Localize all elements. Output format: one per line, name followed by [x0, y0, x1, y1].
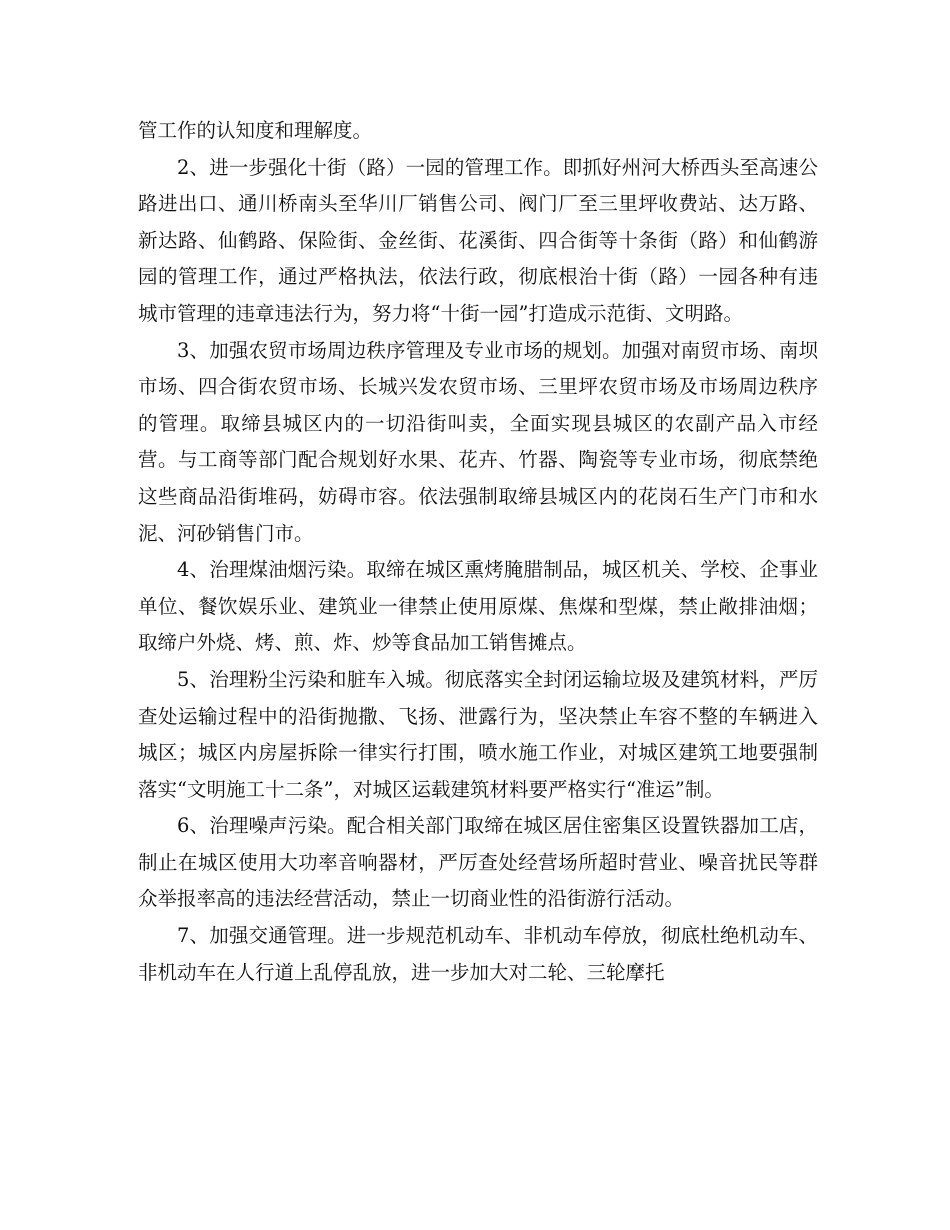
paragraph-item-6: 6、治理噪声污染。配合相关部门取缔在城区居住密集区设置铁器加工店，制止在城区使用大功率音响器材，严厉查处经营场所超时营业、噪音扰民等群众举报率高的违法经营活动，禁止一切商业性的沿街游行活动。 — [138, 814, 818, 911]
paragraph-item-7: 7、加强交通管理。进一步规范机动车、非机动车停放，彻底杜绝机动车、非机动车在人行道上乱停乱放，进一步加大对二轮、三轮摩托 — [138, 924, 818, 984]
paragraph-item-2: 2、进一步强化十街（路）一园的管理工作。即抓好州河大桥西头至高速公路进出口、通川桥南头至华川厂销售公司、阀门厂至三里坪收费站、达万路、新达路、仙鹤路、保险街、金丝街、花溪街、四合街等十条街（路）和仙鹤游园的管理工作，通过严格执法，依法行政，彻底根治十街（路）一园各种有违城市管理的违章违法行为，努力将“十街一园”打造成示范街、文明路。 — [138, 155, 818, 325]
document-page — [138, 113, 818, 991]
paragraph-continuation: 管工作的认知度和理解度。 — [138, 119, 373, 142]
paragraph-item-4: 4、治理煤油烟污染。取缔在城区熏烤腌腊制品，城区机关、学校、企事业单位、餐饮娱乐业、建筑业一律禁止使用原煤、焦煤和型煤，禁止敞排油烟；取缔户外烧、烤、煎、炸、炒等食品加工销售摊点。 — [138, 558, 818, 655]
paragraph-item-3: 3、加强农贸市场周边秩序管理及专业市场的规划。加强对南贸市场、南坝市场、四合街农贸市场、长城兴发农贸市场、三里坪农贸市场及市场周边秩序的管理。取缔县城区内的一切沿街叫卖，全面实现县城区的农副产品入市经营。与工商等部门配合规划好水果、花卉、竹器、陶瓷等专业市场，彻底禁绝这些商品沿街堆码，妨碍市容。依法强制取缔县城区内的花岗石生产门市和水泥、河砂销售门市。 — [138, 338, 818, 545]
paragraph-item-5: 5、治理粉尘污染和脏车入城。彻底落实全封闭运输垃圾及建筑材料，严厉查处运输过程中的沿街抛撒、飞扬、泄露行为，坚决禁止车容不整的车辆进入城区；城区内房屋拆除一律实行打围，喷水施工作业，对城区建筑工地要强制落实“文明施工十二条”，对城区运载建筑材料要严格实行“准运”制。 — [138, 667, 818, 801]
